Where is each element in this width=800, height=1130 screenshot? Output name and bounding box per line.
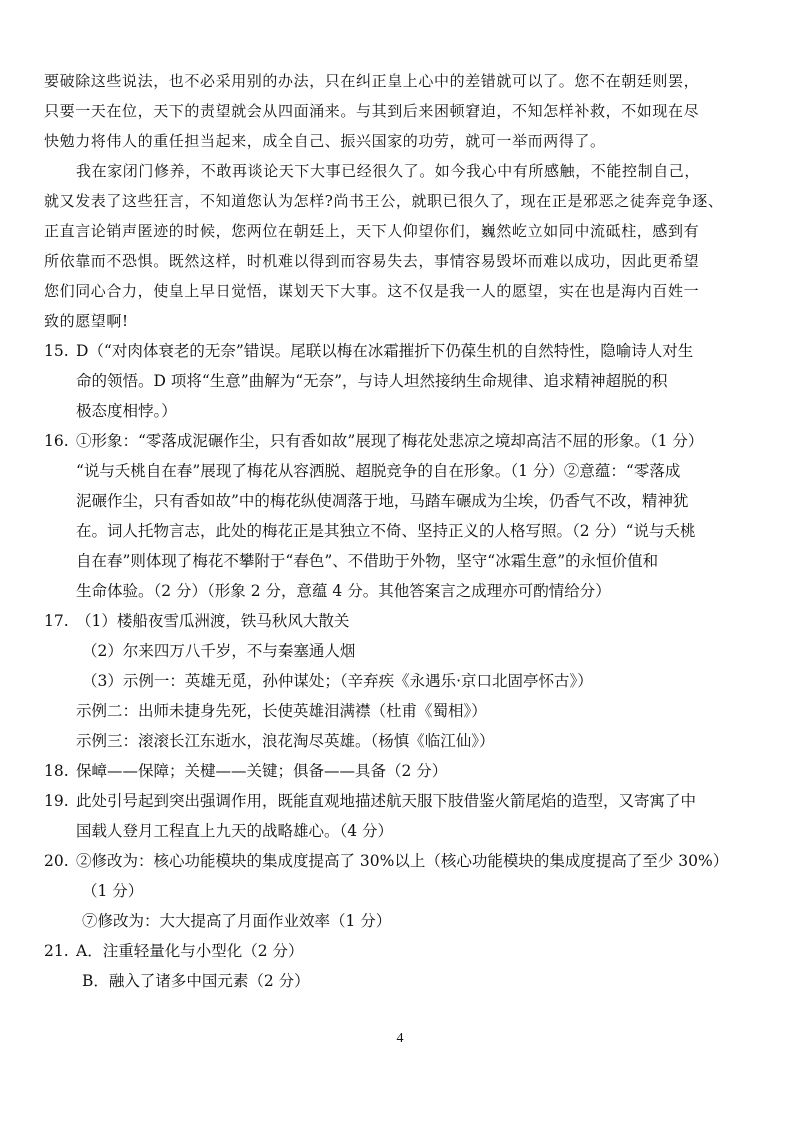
answer-text: “说与夭桃自在春”展现了梅花从容洒脱、超脱竞争的自在形象。（1 分）②意蕴：“零落成	[76, 462, 681, 480]
text-line: 所依靠而不恐惧。既然这样，时机难以得到而容易失去，事情容易毁坏而难以成功，因此更希望	[44, 252, 700, 270]
question-number: 16.	[44, 432, 69, 450]
answer-21	[44, 936, 760, 996]
question-number: 21.	[44, 942, 69, 960]
text-line: 就又发表了这些狂言，不知道您认为怎样?尚书王公，就职已很久了，现在正是邪恶之徒奔竞争逐、	[44, 192, 724, 210]
answer-text: ②修改为：核心功能模块的集成度提高了 30%以上（核心功能模块的集成度提高了至少 30%）	[76, 852, 729, 870]
answer-text: （1）楼船夜雪瓜洲渡，铁马秋风大散关	[76, 612, 350, 630]
answer-text: （3）示例一：英雄无觅，孙仲谋处；（辛弃疾《永遇乐·京口北固亭怀古》）	[82, 672, 593, 690]
answer-text: A．注重轻量化与小型化（2 分）	[76, 942, 304, 960]
answer-text: 生命体验。（2 分）（形象 2 分，意蕴 4 分。其他答案言之成理亦可酌情给分）	[76, 582, 611, 600]
question-number: 15.	[44, 342, 69, 360]
text-line: 只要一天在位，天下的责望就会从四面涌来。与其到后来困顿窘迫，不知怎样补救，不如现在尽	[44, 102, 700, 120]
answer-text: 自在春”则体现了梅花不攀附于“春色”、不借助于外物，坚守“冰霜生意”的永恒价值和	[76, 552, 659, 570]
text-line: 快勉力将伟人的重任担当起来，成全自己、振兴国家的功劳，就可一举而两得了。	[44, 132, 606, 150]
answer-text: ⑦修改为：大大提高了月面作业效率（1 分）	[82, 912, 392, 930]
question-number: 17.	[44, 612, 69, 630]
answer-text: 泥碾作尘，只有香如故”中的梅花纵使凋落于地，马踏车碾成为尘埃，仍香气不改，精神犹	[76, 492, 689, 510]
question-number: 20.	[44, 852, 69, 870]
answer-text: 此处引号起到突出强调作用，既能直观地描述航天服下肢借鉴火箭尾焰的造型，又寄寓了中	[76, 792, 697, 810]
answer-15	[44, 336, 760, 426]
answer-text: 国载人登月工程直上九天的战略雄心。（4 分）	[76, 822, 394, 840]
text-line: 您们同心合力，使皇上早日觉悟，谋划天下大事。这不仅是我一人的愿望，实在也是海内百姓一	[44, 282, 700, 300]
translation-passage	[44, 66, 760, 336]
answer-text: 在。词人托物言志，此处的梅花正是其独立不倚、坚持正义的人格写照。（2 分）“说与夭桃	[76, 522, 696, 540]
answer-text: 示例三：滚滚长江东逝水，浪花淘尽英雄。（杨慎《临江仙》）	[76, 732, 495, 750]
text-line: 致的愿望啊!	[44, 312, 129, 330]
answer-text: ①形象：“零落成泥碾作尘，只有香如故”展现了梅花处悲凉之境却高洁不屈的形象。（1 分）	[76, 432, 704, 450]
text-line: 要破除这些说法，也不必采用别的办法，只在纠正皇上心中的差错就可以了。您不在朝廷则罢，	[44, 72, 700, 90]
answer-text: 命的领悟。D 项将“生意”曲解为“无奈”，与诗人坦然接纳生命规律、追求精神超脱的积	[76, 372, 668, 390]
answer-18	[44, 756, 760, 786]
answer-20	[44, 846, 760, 936]
answer-text: 保嶂——保障；关楗——关键；俱备——具备（2 分）	[76, 762, 448, 780]
answer-text: （1 分）	[82, 882, 144, 900]
answer-text: D（“对肉体衰老的无奈”错误。尾联以梅在冰霜摧折下仍葆生机的自然特性，隐喻诗人对生	[76, 342, 694, 360]
answer-text: B．融入了诸多中国元素（2 分）	[82, 972, 310, 990]
answer-16	[44, 426, 760, 606]
answer-text: 极态度相悖。）	[76, 402, 177, 420]
text-line: 正直言论销声匿迹的时候，您两位在朝廷上，天下人仰望你们，巍然屹立如同中流砥柱，感到有	[44, 222, 700, 240]
answer-page	[44, 66, 760, 996]
answer-text: 示例二：出师未捷身先死，长使英雄泪满襟（杜甫《蜀相》）	[76, 702, 487, 720]
answer-17	[44, 606, 760, 756]
answer-19	[44, 786, 760, 846]
answer-text: （2）尔来四万八千岁，不与秦塞通人烟	[82, 642, 356, 660]
question-number: 19.	[44, 792, 69, 810]
page-number: 4	[396, 1031, 404, 1046]
question-number: 18.	[44, 762, 69, 780]
text-line: 我在家闭门修养，不敢再谈论天下大事已经很久了。如今我心中有所感触，不能控制自己，	[76, 162, 701, 180]
